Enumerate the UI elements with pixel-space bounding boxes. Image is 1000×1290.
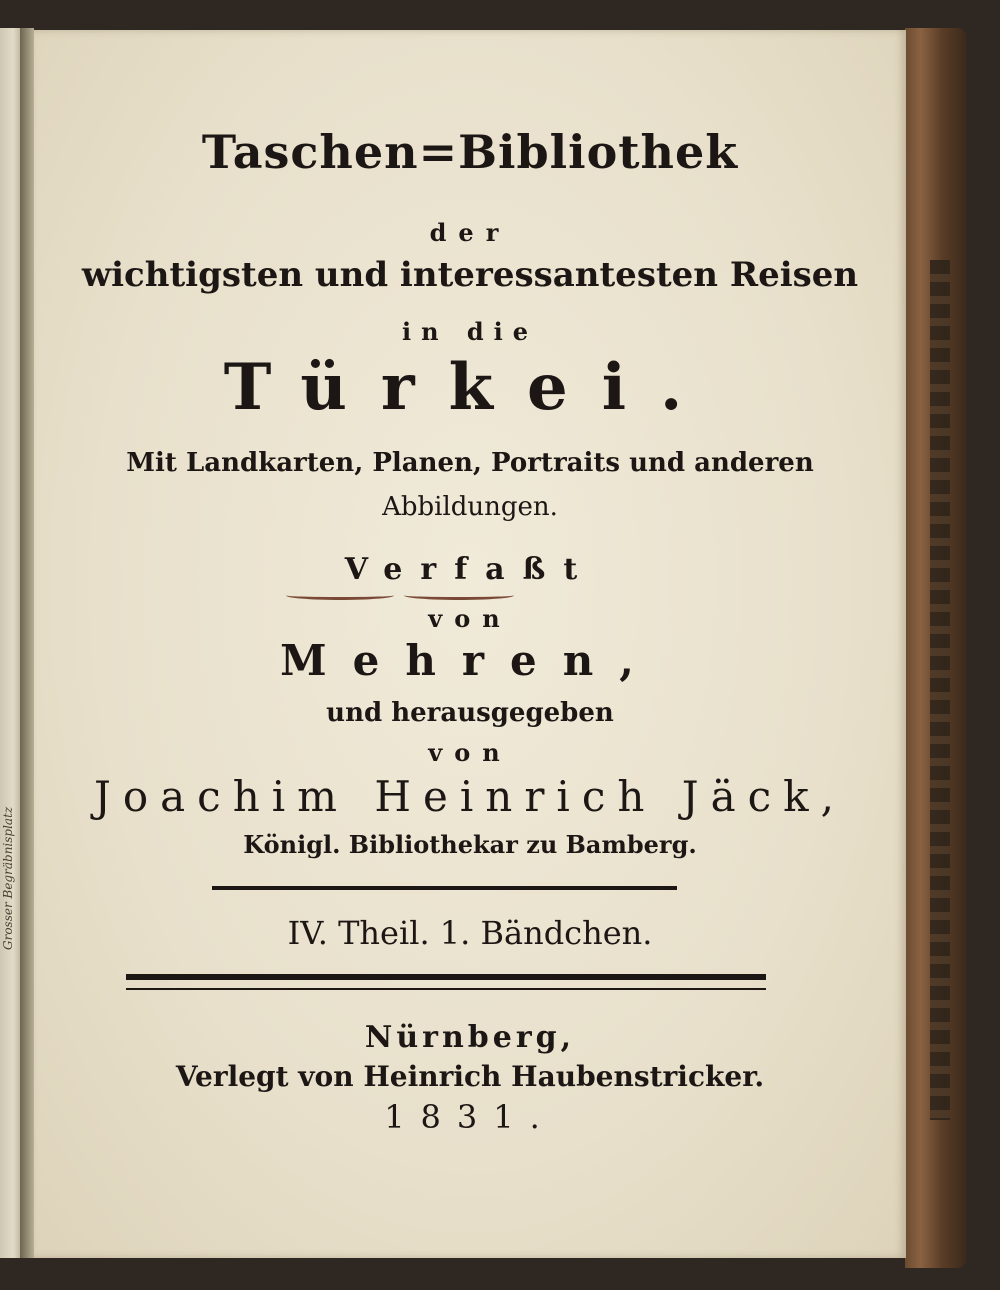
- von-label: von: [428, 738, 512, 767]
- publication-year: 1831.: [384, 1098, 556, 1136]
- spine-lettering: [930, 260, 950, 1120]
- verfasst-label: Verfaßt: [344, 552, 596, 587]
- double-rule-thin: [126, 988, 766, 990]
- editor-role: Königl. Bibliothekar zu Bamberg.: [243, 830, 697, 859]
- herausgegeben-label: und herausgegeben: [326, 698, 614, 728]
- illustrations-line-1: Mit Landkarten, Planen, Portraits und anderen: [126, 448, 814, 478]
- left-facing-page: [0, 28, 22, 1258]
- authors: Mehren,: [280, 636, 660, 685]
- editor-name: Joachim Heinrich Jäck,: [94, 772, 846, 821]
- handwritten-underline: [404, 591, 514, 600]
- divider-rule: [212, 886, 677, 890]
- book-title: Taschen=Bibliothek: [201, 125, 739, 179]
- margin-note: Grosser Begräbnisplatz: [1, 806, 15, 950]
- main-subject: Türkei.: [223, 350, 717, 425]
- volume-part: IV. Theil. 1. Bändchen.: [287, 914, 653, 952]
- publication-place: Nürnberg,: [364, 1020, 576, 1055]
- von-label: von: [428, 604, 512, 633]
- title-connector-der: der: [429, 218, 511, 247]
- subtitle: wichtigsten und interessantesten Reisen: [81, 255, 859, 295]
- title-page: [34, 30, 906, 1258]
- illustrations-line-2: Abbildungen.: [382, 492, 558, 522]
- handwritten-underline: [286, 591, 394, 600]
- double-rule-thick: [126, 974, 766, 980]
- gutter: [20, 28, 34, 1258]
- publisher: Verlegt von Heinrich Haubenstricker.: [175, 1060, 765, 1093]
- title-connector-in-die: in die: [401, 317, 539, 346]
